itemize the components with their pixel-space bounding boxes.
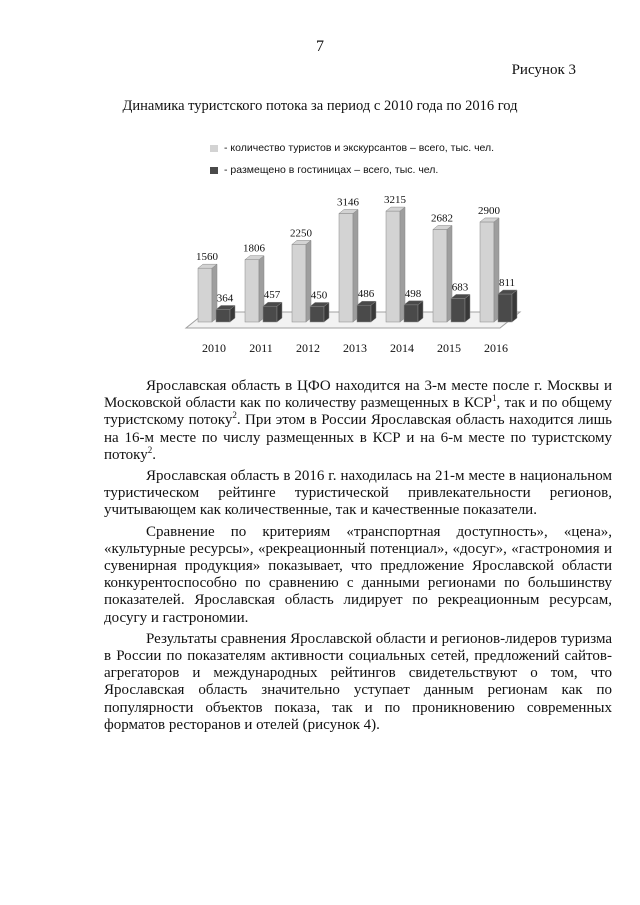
x-tick-label-2012: 2012 xyxy=(296,341,320,355)
x-tick-label-2014: 2014 xyxy=(390,341,414,355)
data-label-2013-s1: 486 xyxy=(357,288,375,301)
data-label-2016-s0: 2900 xyxy=(478,204,500,217)
legend-item-tourists xyxy=(210,142,494,154)
data-label-2011-s1: 457 xyxy=(263,289,281,302)
bar-2013-s0 xyxy=(339,213,353,322)
legend-label-hotels: - размещено в гостиницах – всего, тыс. чел. xyxy=(224,164,439,176)
paragraph-4: Результаты сравнения Ярославской области и регионов-лидеров туризма в России по показателям активности социальных сетей, предложений сайтов-агрегаторов и международных рейтингов свидетельствуют о том, что Ярославская область значительно уступает данным регионам как по популярности объектов показа, так и по проникновению современных форматов ресторанов и отелей (рисунок 4). xyxy=(104,630,612,733)
data-label-2013-s0: 3146 xyxy=(337,196,359,209)
data-label-2015-s0: 2682 xyxy=(431,212,453,225)
tourist-flow-chart xyxy=(180,180,540,360)
data-label-2011-s0: 1806 xyxy=(243,242,265,255)
bar-2012-s0 xyxy=(292,244,306,322)
legend-label-tourists: - количество туристов и экскурсантов – всего, тыс. чел. xyxy=(224,142,495,154)
x-tick-label-2011: 2011 xyxy=(249,341,273,355)
data-label-2015-s1: 683 xyxy=(451,281,469,294)
bar-2010-s1 xyxy=(216,309,230,322)
bar-2011-s0 xyxy=(245,260,259,322)
p1-text-a: Ярославская область в ЦФО находится на 3-м месте после г. Москвы и Московской области как по количеству размещенных в КСР xyxy=(104,378,612,412)
bar-2010-s0 xyxy=(198,268,212,322)
data-label-2010-s1: 364 xyxy=(216,292,234,305)
figure-label: Рисунок 3 xyxy=(511,62,576,78)
legend-item-hotels xyxy=(210,164,438,176)
legend-swatch-dark xyxy=(210,167,218,174)
data-label-2014-s1: 498 xyxy=(404,287,422,300)
bar-2015-s1 xyxy=(451,298,465,322)
data-label-2012-s0: 2250 xyxy=(290,227,312,240)
bar-side-2015-s1 xyxy=(465,294,470,322)
legend-swatch-light xyxy=(210,145,218,152)
data-label-2016-s1: 811 xyxy=(498,277,516,290)
paragraph-3: Сравнение по критериям «транспортная доступность», «цена», «культурные ресурсы», «рекреационный потенциал», «досуг», «гастрономия и сувенирная продукция» показывает, что предложение Ярославской области конкурентоспособно по сравнению с данными регионами по большинству показателей. Ярославская область лидирует по рекреационным ресурсам, досугу и гастрономии. xyxy=(104,523,612,626)
footnote-ref: 2 xyxy=(147,444,153,455)
bar-2016-s1 xyxy=(498,294,512,322)
p1-text-d: . xyxy=(152,446,157,463)
data-label-2010-s0: 1560 xyxy=(196,251,218,264)
body-text xyxy=(104,378,612,734)
bar-side-2016-s1 xyxy=(512,290,517,322)
bar-2016-s0 xyxy=(480,222,494,322)
footnote-ref: 2 xyxy=(232,410,237,421)
x-tick-label-2010: 2010 xyxy=(202,341,226,355)
x-tick-label-2013: 2013 xyxy=(343,341,367,355)
data-label-2012-s1: 450 xyxy=(310,289,328,302)
x-tick-label-2015: 2015 xyxy=(437,341,461,355)
p1-text-c: . При этом в России Ярославская область находится лишь на 16-м месте по числу размещенных в КСР и на 6-м месте по туристскому потоку xyxy=(104,412,613,463)
paragraph-2: Ярославская область в 2016 г. находилась на 21-м месте в национальном туристическом рейтинге туристической привлекательности регионов, учитывающем как количественные, так и качественные показатели. xyxy=(104,468,612,519)
bar-2012-s1 xyxy=(310,306,324,322)
p1-text-b: , так и по общему туристскому потоку xyxy=(104,395,612,429)
bar-2014-s1 xyxy=(404,305,418,322)
paragraph-1 xyxy=(104,378,612,464)
footnote-ref: 1 xyxy=(492,393,497,404)
chart-title: Динамика туристского потока за период с 2010 года по 2016 год xyxy=(122,98,518,114)
bar-2011-s1 xyxy=(263,306,277,322)
data-label-2014-s0: 3215 xyxy=(384,194,406,207)
page-number: 7 xyxy=(316,38,324,55)
bar-2013-s1 xyxy=(357,305,371,322)
x-tick-label-2016: 2016 xyxy=(484,341,508,355)
bars-group xyxy=(196,194,517,355)
bar-2015-s0 xyxy=(433,229,447,322)
bar-2014-s0 xyxy=(386,211,400,322)
